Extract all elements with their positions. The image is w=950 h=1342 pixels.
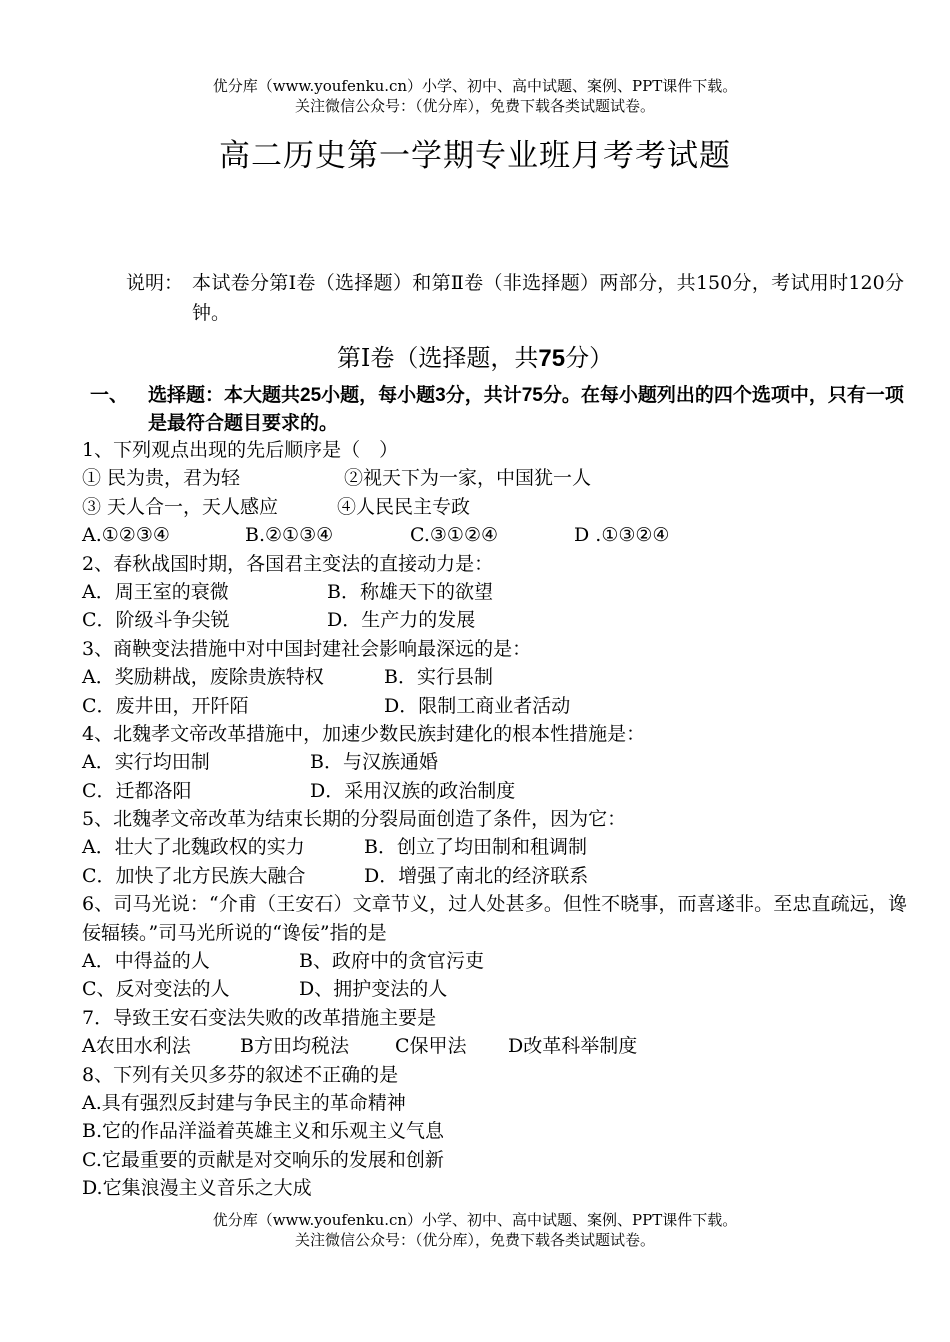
option-b: B、政府中的贪官污吏 [299, 950, 484, 973]
page-footer [0, 1210, 950, 1250]
option-row [82, 692, 907, 720]
section-instructions [90, 382, 905, 438]
footer-line-2: 关注微信公众号：（优分库），免费下载各类试题试卷。 [294, 1231, 655, 1249]
note-text: 本试卷分第Ⅰ卷（选择题）和第Ⅱ卷（非选择题）两部分，共150分，考试用时120分钟。 [192, 272, 904, 324]
option-row [82, 1032, 907, 1060]
statement-4: ④人民民主专政 [337, 495, 471, 518]
option-d: D、拥护变法的人 [299, 978, 448, 1001]
option-a: A．中得益的人 [82, 950, 210, 973]
option-a: A.①②③④ [82, 524, 170, 547]
page-header [0, 76, 950, 116]
option-d: D改革科举制度 [508, 1035, 638, 1058]
option-d: D．生产力的发展 [327, 609, 476, 632]
option-row [82, 862, 907, 890]
option-row [82, 748, 907, 776]
option-a: A．周王室的衰微 [82, 580, 229, 603]
option-b: B．与汉族通婚 [310, 751, 438, 774]
option-row [82, 833, 907, 861]
option-d: D．采用汉族的政治制度 [310, 779, 516, 802]
option-row [82, 947, 907, 975]
question-stem: 2、春秋战国时期，各国君主变法的直接动力是： [82, 552, 494, 575]
question-stem: 6、司马光说：“介甫（王安石）文章节义，过人处甚多。但性不晓事，而喜遂非。至忠直疏远，谗佞辐辏。”司马光所说的“谗佞”指的是 [82, 893, 907, 944]
option-row [82, 521, 907, 549]
option-c: C．迁都洛阳 [82, 779, 192, 802]
option-c: C．加快了北方民族大融合 [82, 864, 306, 887]
statement-2: ②视天下为一家，中国犹一人 [344, 467, 592, 490]
option-c: C、反对变法的人 [82, 978, 230, 1001]
option-c: C．废井田，开阡陌 [82, 694, 249, 717]
note-label: 说明： [126, 272, 184, 294]
question-stem: 4、北魏孝文帝改革措施中，加速少数民族封建化的根本性措施是： [82, 722, 646, 745]
option-c: C.它最重要的贡献是对交响乐的发展和创新 [82, 1148, 444, 1171]
statement-1: ① 民为贵，君为轻 [82, 467, 241, 490]
option-d: D．限制工商业者活动 [384, 694, 571, 717]
question-5 [82, 805, 907, 890]
section-score: 75 [538, 345, 566, 372]
question-stem: 5、北魏孝文帝改革为结束长期的分裂局面创造了条件，因为它： [82, 808, 627, 831]
instructions-number: 一、 [90, 385, 129, 406]
footer-line-1: 优分库（www.youfenku.cn）小学、初中、高中试题、案例、PPT课件下载。 [212, 1211, 738, 1229]
section-suffix: 分） [565, 344, 614, 372]
question-8 [82, 1061, 907, 1203]
option-row [82, 975, 907, 1003]
option-b: B．创立了均田制和租调制 [364, 836, 587, 859]
question-stem: 7．导致王安石变法失败的改革措施主要是 [82, 1006, 437, 1029]
option-a: A．实行均田制 [82, 751, 210, 774]
option-a: A农田水利法 [82, 1035, 191, 1058]
option-row [82, 578, 907, 606]
option-c: C.③①②④ [410, 524, 499, 547]
option-row [82, 663, 907, 691]
question-stem: 1、下列观点出现的先后顺序是（ ） [82, 439, 399, 461]
option-a: A．壮大了北魏政权的实力 [82, 836, 305, 859]
question-1 [82, 436, 907, 550]
question-stem: 8、下列有关贝多芬的叙述不正确的是 [82, 1063, 399, 1086]
instructions-text: 选择题：本大题共25小题，每小题3分，共计75分。在每小题列出的四个选项中，只有一项是最符合题目要求的。 [148, 385, 904, 434]
option-d: D.它集浪漫主义音乐之大成 [82, 1177, 312, 1200]
exam-note [126, 268, 906, 328]
section-heading [0, 338, 950, 373]
option-d: D．增强了南北的经济联系 [364, 864, 589, 887]
option-c: C．阶级斗争尖锐 [82, 609, 230, 632]
option-a: A.具有强烈反封建与争民主的革命精神 [82, 1092, 406, 1115]
question-7 [82, 1004, 907, 1061]
statement-3: ③ 天人合一，天人感应 [82, 495, 279, 518]
option-c: C保甲法 [395, 1035, 467, 1058]
question-2 [82, 550, 907, 635]
question-stem: 3、商鞅变法措施中对中国封建社会影响最深远的是： [82, 637, 532, 660]
exam-title: 高二历史第一学期专业班月考考试题 [219, 138, 731, 174]
option-b: B方田均税法 [240, 1035, 349, 1058]
header-line-2: 关注微信公众号：（优分库），免费下载各类试题试卷。 [294, 97, 655, 115]
question-3 [82, 635, 907, 720]
statement-row [82, 493, 907, 521]
option-row [82, 777, 907, 805]
option-b: B．称雄天下的欲望 [327, 580, 493, 603]
section-prefix: 第Ⅰ卷（选择题，共 [336, 344, 539, 372]
question-list [82, 436, 907, 1203]
option-b: B.它的作品洋溢着英雄主义和乐观主义气息 [82, 1120, 445, 1143]
option-a: A．奖励耕战，废除贵族特权 [82, 666, 324, 689]
statement-row [82, 464, 907, 492]
option-d: D .①③②④ [574, 524, 670, 547]
header-line-1: 优分库（www.youfenku.cn）小学、初中、高中试题、案例、PPT课件下载。 [212, 77, 738, 95]
option-row [82, 606, 907, 634]
question-4 [82, 720, 907, 805]
question-6 [82, 890, 907, 1004]
option-b: B．实行县制 [384, 666, 493, 689]
option-b: B.②①③④ [245, 524, 334, 547]
